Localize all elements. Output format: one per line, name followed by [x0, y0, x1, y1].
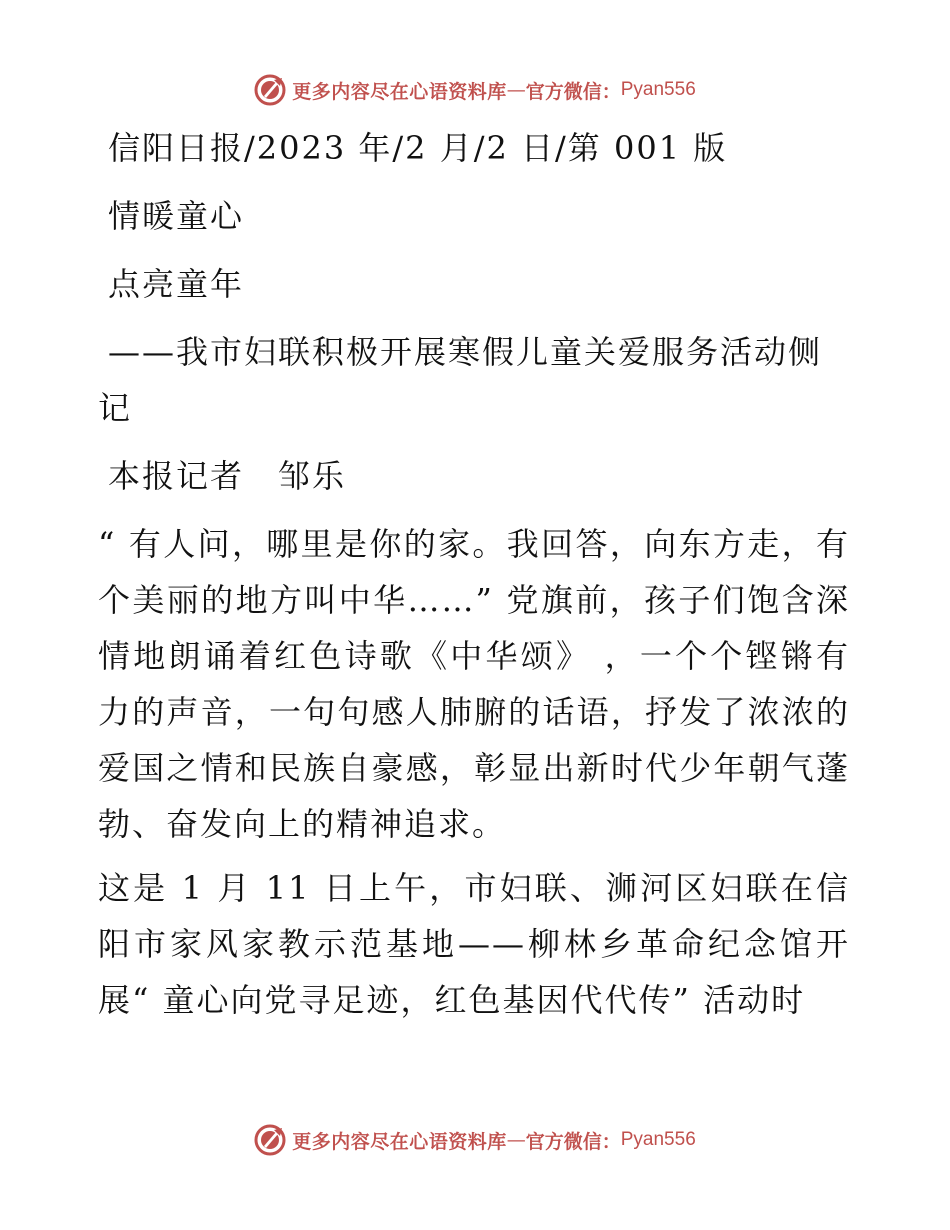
banner-separator: — — [506, 1129, 526, 1151]
banner-wechat-label: 官方微信： — [525, 80, 621, 103]
paragraph-2: 这是 1 月 11 日上午，市妇联、浉河区妇联在信阳市家风家教示范基地——柳林乡革命纪念馆开展“ 童心向党寻足迹，红色基因代代传” 活动时 — [98, 869, 850, 1019]
banner-separator: — — [506, 79, 526, 101]
title-line-2: 点亮童年 — [108, 265, 245, 303]
paragraph-1: “ 有人问，哪里是你的家。我回答，向东方走，有个美丽的地方叫中华……” 党旗前，孩子们饱含深情地朗诵着红色诗歌《中华颂》 ，一个个铿锵有力的声音，一句句感人肺腑的话语，抒发了浓浓的爱国之情和民族自豪感，彰显出新时代少年朝气蓬勃、奋发向上的精神追求。 — [98, 525, 850, 843]
banner-text: 更多内容尽在心语资料库 — [292, 1130, 507, 1153]
header-watermark-banner — [0, 70, 950, 110]
subtitle-line-1: ——我市妇联积极开展寒假儿童关爱服务活动侧 — [108, 333, 823, 371]
article-body — [98, 120, 850, 1036]
banner-wechat-id: Pyan556 — [620, 1129, 696, 1150]
banner-wechat-label: 官方微信： — [525, 1130, 621, 1153]
dateline: 信阳日报/2023 年/2 月/2 日/第 001 版 — [108, 129, 728, 167]
banner-text: 更多内容尽在心语资料库 — [292, 80, 507, 103]
footer-watermark-banner — [0, 1120, 950, 1160]
subtitle-line-2: 记 — [98, 389, 133, 427]
quill-seal-icon — [254, 1124, 286, 1156]
byline: 本报记者 邹乐 — [108, 457, 347, 495]
banner-wechat-id: Pyan556 — [620, 79, 696, 100]
title-line-1: 情暖童心 — [108, 197, 245, 235]
quill-seal-icon — [254, 74, 286, 106]
